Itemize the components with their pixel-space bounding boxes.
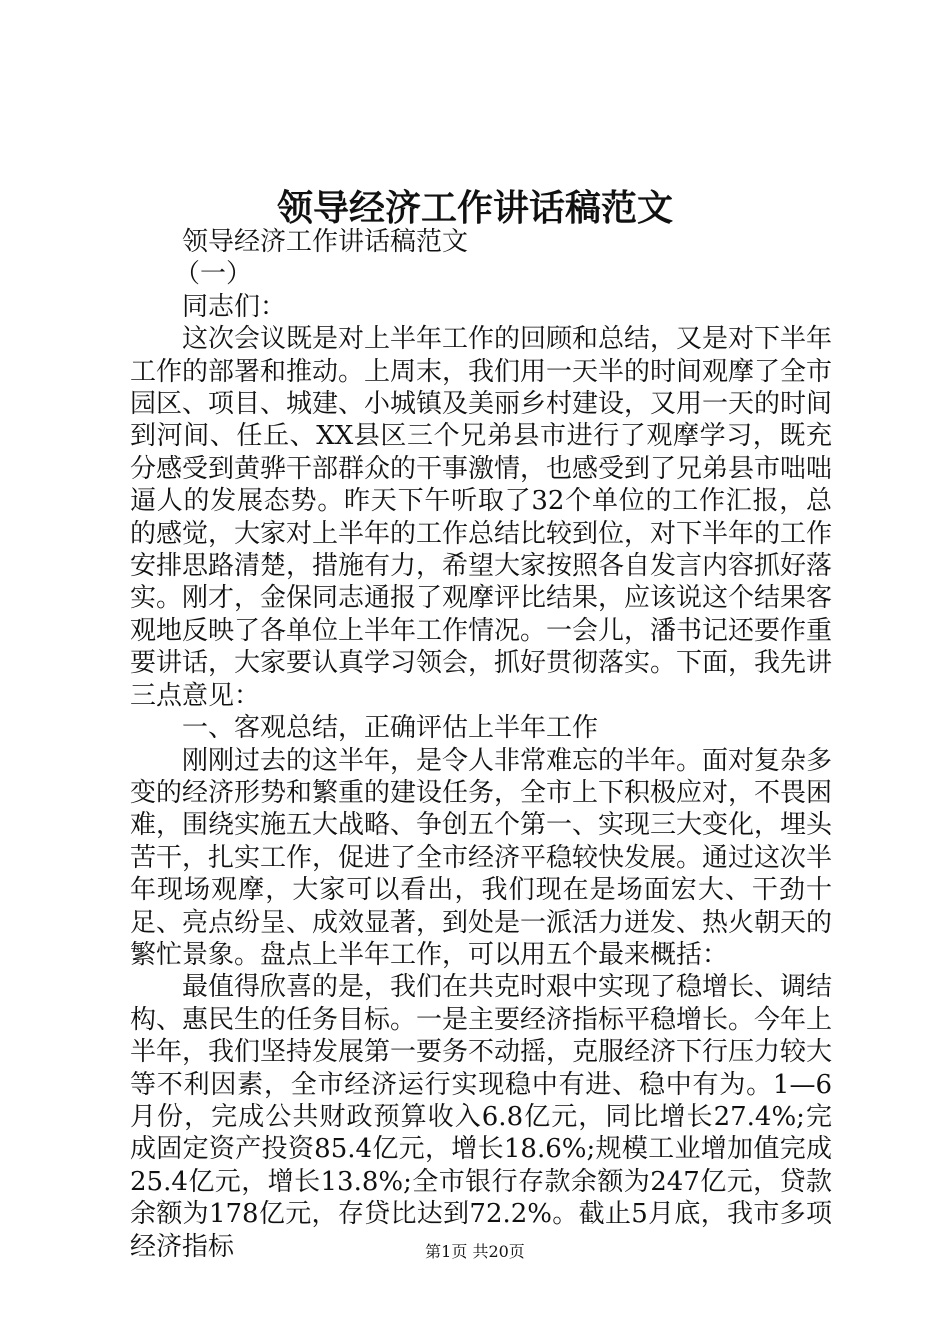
subtitle-paragraph: 领导经济工作讲话稿范文: [182, 227, 469, 257]
section-number: （一）: [174, 259, 253, 290]
body-paragraph-review: 刚刚过去的这半年，是令人非常难忘的半年。面对复杂多变的经济形势和繁重的建设任务，全市上下积极应对，不畏困难，围绕实施五大战略、争创五个第一、实现三大变化，埋头苦干，扎实工作，促进了全市经济平稳较快发展。通过这次半年现场观摩，大家可以看出，我们现在是场面宏大、干劲十足、亮点纷呈、成效显著，到处是一派活力迸发、热火朝天的繁忙景象。盘点上半年工作，可以用五个最来概括：: [130, 745, 833, 970]
body-paragraph-indicators: 最值得欣喜的是，我们在共克时艰中实现了稳增长、调结构、惠民生的任务目标。一是主要经济指标平稳增长。今年上半年，我们坚持发展第一要务不动摇，克服经济下行压力较大等不利因素，全市经济运行实现稳中有进、稳中有为。1—6月份，完成公共财政预算收入6.8亿元，同比增长27.4%;完成固定资产投资85.4亿元，增长18.6%;规模工业增加值完成25.4亿元，增长13.8%;全市银行存款余额为247亿元，贷款余额为178亿元，存贷比达到72.2%。截止5月底，我市多项经济指标: [130, 972, 833, 1262]
document-title: 领导经济工作讲话稿范文: [276, 187, 673, 229]
page-footer: 第1页 共20页: [425, 1242, 525, 1261]
section-heading: 一、客观总结，正确评估上半年工作: [182, 713, 599, 744]
document-body: [130, 226, 832, 1263]
salutation: 同志们：: [182, 291, 287, 322]
body-paragraph-intro: 这次会议既是对上半年工作的回顾和总结，又是对下半年工作的部署和推动。上周末，我们用一天半的时间观摩了全市园区、项目、城建、小城镇及美丽乡村建设，又用一天的时间到河间、任丘、XX县区三个兄弟县市进行了观摩学习，既充分感受到黄骅干部群众的干事激情，也感受到了兄弟县市咄咄逼人的发展态势。昨天下午听取了32个单位的工作汇报，总的感觉，大家对上半年的工作总结比较到位，对下半年的工作安排思路清楚，措施有力，希望大家按照各自发言内容抓好落实。刚才，金保同志通报了观摩评比结果，应该说这个结果客观地反映了各单位上半年工作情况。一会儿，潘书记还要作重要讲话，大家要认真学习领会，抓好贯彻落实。下面，我先讲三点意见：: [130, 324, 833, 711]
